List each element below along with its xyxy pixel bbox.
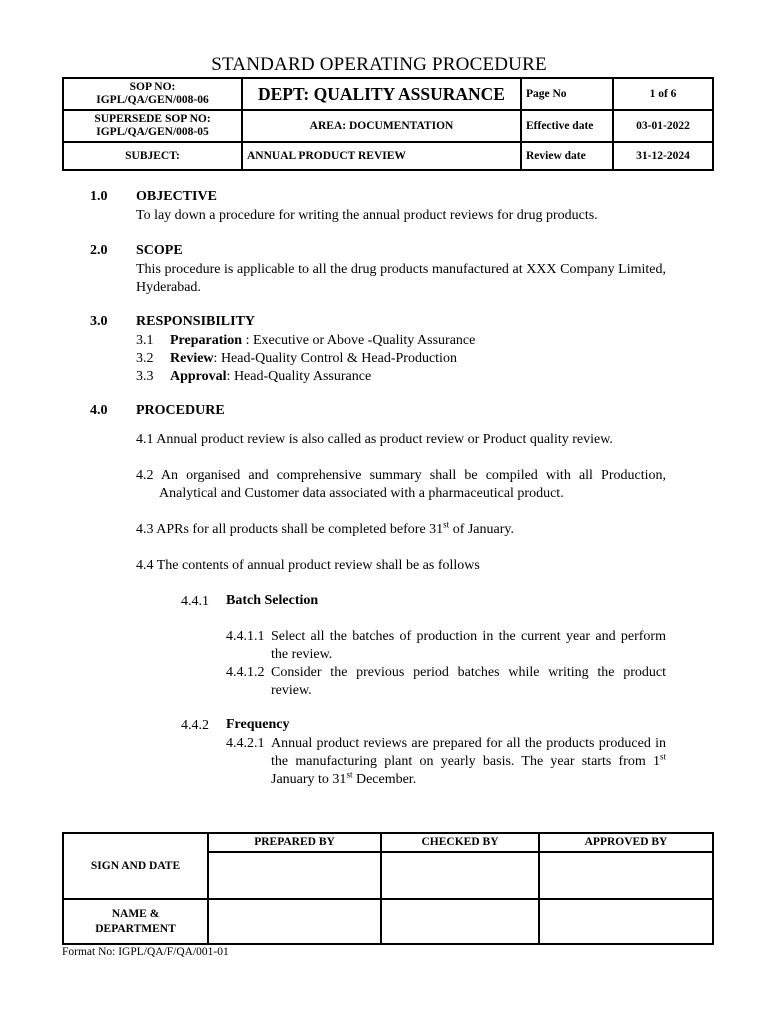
procedure-paragraph-4-1: 4.1 Annual product review is also called as product review or Product quality review. xyxy=(136,432,613,447)
label-line: NAME & xyxy=(111,907,160,920)
scope-text: This procedure is applicable to all the drug products manufactured at XXX Company Limited, Hyderabad. xyxy=(136,262,666,295)
section-number: 4.0 xyxy=(90,403,108,418)
item-label: Preparation xyxy=(170,333,243,348)
sop-no-cell xyxy=(63,78,242,110)
section-number: 3.0 xyxy=(90,314,108,329)
page-no-label: Page No xyxy=(521,78,613,110)
signoff-table xyxy=(62,832,714,945)
item-label: Approval xyxy=(170,369,227,384)
checked-by-name-cell[interactable] xyxy=(381,899,539,944)
sop-no-label: SOP NO: xyxy=(129,81,176,93)
section-heading-responsibility: RESPONSIBILITY xyxy=(136,314,256,329)
item-text: Head-Quality Control & Head-Production xyxy=(220,351,457,366)
clause-number: 4.4.1.2 xyxy=(226,665,265,680)
section-number: 1.0 xyxy=(90,189,108,204)
procedure-paragraph-4-3 xyxy=(136,521,666,539)
item-separator: : xyxy=(213,351,221,366)
dept-cell: DEPT: QUALITY ASSURANCE xyxy=(242,78,521,110)
checked-by-sign-cell[interactable] xyxy=(381,852,539,899)
item-separator: : xyxy=(226,369,234,384)
procedure-paragraph-4-2-line1: 4.2 An organised and comprehensive summary shall be compiled with all Production, xyxy=(136,468,666,483)
superscript: st xyxy=(346,769,353,780)
effective-date-label: Effective date xyxy=(521,110,613,142)
item-separator: : xyxy=(242,333,253,348)
name-department-label xyxy=(63,899,208,944)
section-number: 2.0 xyxy=(90,243,108,258)
responsibility-item xyxy=(136,350,457,368)
item-text: Head-Quality Assurance xyxy=(233,369,372,384)
effective-date-value: 03-01-2022 xyxy=(613,110,713,142)
responsibility-item xyxy=(136,368,371,386)
document-title: STANDARD OPERATING PROCEDURE xyxy=(211,54,547,75)
superscript: st xyxy=(443,519,450,530)
subsection-number: 4.4.1 xyxy=(181,594,209,609)
procedure-paragraph-4-2-line2: Analytical and Customer data associated with a pharmaceutical product. xyxy=(159,486,564,501)
review-date-label: Review date xyxy=(521,142,613,170)
sign-and-date-label: SIGN AND DATE xyxy=(63,833,208,899)
clause-4-4-1-2-text: Consider the previous period batches while writing the product review. xyxy=(271,665,666,698)
area-cell: AREA: DOCUMENTATION xyxy=(242,110,521,142)
page-no-value: 1 of 6 xyxy=(613,78,713,110)
subsection-number: 4.4.2 xyxy=(181,718,209,733)
clause-number: 4.4.2.1 xyxy=(226,736,265,751)
item-text: Executive or Above -Quality Assurance xyxy=(252,333,476,348)
text-fragment: January to 31 xyxy=(271,772,347,787)
objective-text: To lay down a procedure for writing the annual product reviews for drug products. xyxy=(136,208,598,223)
superscript: st xyxy=(659,751,666,762)
approved-by-header: APPROVED BY xyxy=(539,833,713,852)
approved-by-sign-cell[interactable] xyxy=(539,852,713,899)
text-fragment: 4.3 APRs for all products shall be completed before 31 xyxy=(136,522,444,537)
text-fragment: December. xyxy=(352,772,417,787)
subject-label: SUBJECT: xyxy=(63,142,242,170)
format-number: Format No: IGPL/QA/F/QA/001-01 xyxy=(62,946,229,958)
subject-value: ANNUAL PRODUCT REVIEW xyxy=(242,142,521,170)
supersede-cell xyxy=(63,110,242,142)
section-heading-scope: SCOPE xyxy=(136,243,183,258)
procedure-paragraph-4-4: 4.4 The contents of annual product review shall be as follows xyxy=(136,558,480,573)
subsection-heading-frequency: Frequency xyxy=(226,717,290,732)
sop-header-table xyxy=(62,77,714,171)
clause-4-4-2-1-text xyxy=(271,735,666,789)
prepared-by-name-cell[interactable] xyxy=(208,899,381,944)
clause-4-4-1-1-text: Select all the batches of production in the current year and perform the review. xyxy=(271,629,666,662)
label-line: DEPARTMENT xyxy=(95,922,176,935)
prepared-by-sign-cell[interactable] xyxy=(208,852,381,899)
checked-by-header: CHECKED BY xyxy=(381,833,539,852)
item-number: 3.2 xyxy=(136,351,154,366)
section-heading-procedure: PROCEDURE xyxy=(136,403,225,418)
approved-by-name-cell[interactable] xyxy=(539,899,713,944)
item-number: 3.3 xyxy=(136,369,154,384)
text-fragment: Annual product reviews are prepared for all the products produced in the manufacturing plant on yearly basis. The year starts from 1 xyxy=(271,736,666,769)
prepared-by-header: PREPARED BY xyxy=(208,833,381,852)
section-heading-objective: OBJECTIVE xyxy=(136,189,217,204)
item-label: Review xyxy=(170,351,214,366)
review-date-value: 31-12-2024 xyxy=(613,142,713,170)
supersede-label: SUPERSEDE SOP NO: xyxy=(94,113,211,125)
subsection-heading-batch-selection: Batch Selection xyxy=(226,593,319,608)
clause-number: 4.4.1.1 xyxy=(226,629,265,644)
item-number: 3.1 xyxy=(136,333,154,348)
sop-no-value: IGPL/QA/GEN/008-06 xyxy=(96,94,209,106)
text-fragment: of January. xyxy=(449,522,514,537)
supersede-value: IGPL/QA/GEN/008-05 xyxy=(96,126,209,138)
responsibility-item xyxy=(136,332,475,350)
